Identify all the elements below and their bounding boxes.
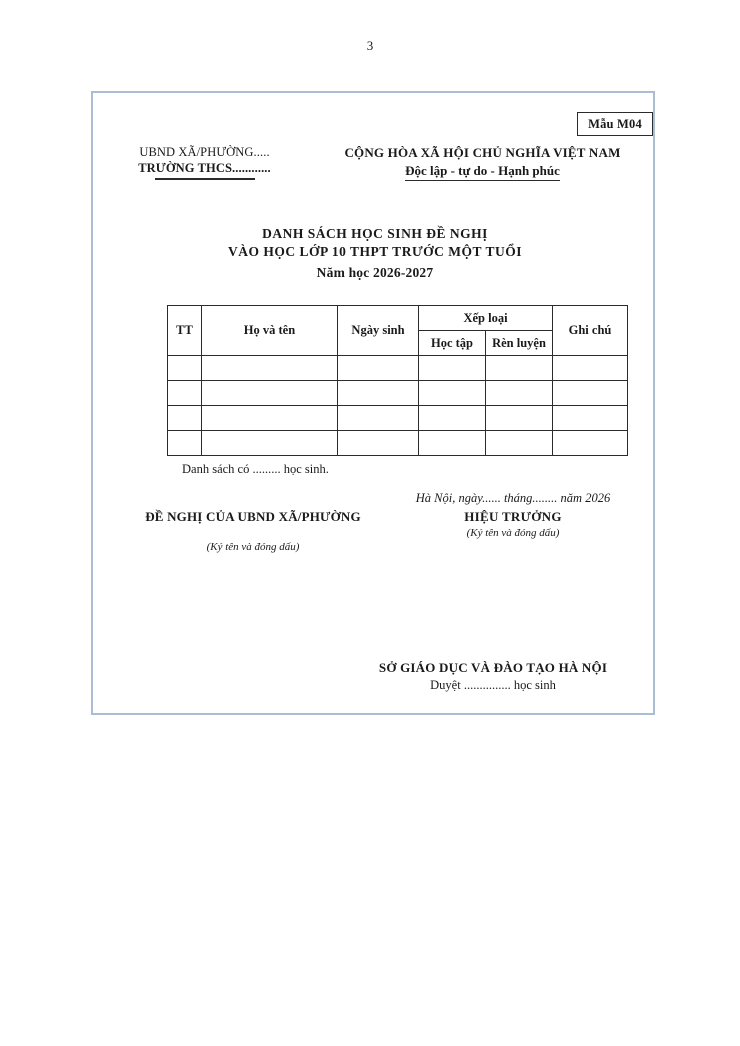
cell-note[interactable] bbox=[553, 431, 628, 456]
document-header bbox=[93, 145, 657, 181]
cell-name[interactable] bbox=[202, 406, 338, 431]
document-title-school-year: Năm học 2026-2027 bbox=[316, 265, 434, 280]
signature-principal-title: HIỆU TRƯỞNG bbox=[464, 509, 562, 524]
document-title-line1: DANH SÁCH HỌC SINH ĐỀ NGHỊ bbox=[262, 226, 488, 241]
col-header-rating-study: Học tập bbox=[419, 331, 486, 356]
cell-tt[interactable] bbox=[168, 381, 202, 406]
cell-tt[interactable] bbox=[168, 431, 202, 456]
cell-name[interactable] bbox=[202, 356, 338, 381]
cell-name[interactable] bbox=[202, 431, 338, 456]
cell-rating-conduct[interactable] bbox=[486, 431, 553, 456]
table-row bbox=[168, 406, 628, 431]
document-page-frame bbox=[91, 91, 655, 715]
national-heading-country: CỘNG HÒA XÃ HỘI CHỦ NGHĨA VIỆT NAM bbox=[344, 145, 621, 160]
table-header-row-1 bbox=[168, 306, 628, 331]
cell-rating-study[interactable] bbox=[419, 381, 486, 406]
col-header-dob: Ngày sinh bbox=[338, 306, 419, 356]
col-header-rating-group: Xếp loại bbox=[419, 306, 553, 331]
issuing-authority-line1: UBND XÃ/PHƯỜNG..... bbox=[139, 145, 270, 159]
student-count-line: Danh sách có ......... học sinh. bbox=[182, 462, 329, 476]
cell-rating-conduct[interactable] bbox=[486, 356, 553, 381]
cell-rating-conduct[interactable] bbox=[486, 381, 553, 406]
national-heading-motto: Độc lập - tự do - Hạnh phúc bbox=[405, 163, 560, 181]
table-body bbox=[168, 356, 628, 456]
national-heading-block bbox=[308, 145, 657, 181]
document-title bbox=[93, 225, 657, 283]
col-header-note: Ghi chú bbox=[553, 306, 628, 356]
issuing-authority-underline bbox=[155, 178, 255, 180]
signature-block-principal bbox=[383, 491, 643, 539]
signature-commune-note: (Ký tên và đóng dấu) bbox=[206, 541, 300, 553]
cell-dob[interactable] bbox=[338, 381, 419, 406]
issuing-authority-line2: TRƯỜNG THCS............ bbox=[138, 161, 271, 175]
signature-commune-title: ĐỀ NGHỊ CỦA UBND XÃ/PHƯỜNG bbox=[145, 509, 361, 524]
cell-rating-study[interactable] bbox=[419, 431, 486, 456]
cell-tt[interactable] bbox=[168, 356, 202, 381]
cell-tt[interactable] bbox=[168, 406, 202, 431]
cell-note[interactable] bbox=[553, 381, 628, 406]
cell-dob[interactable] bbox=[338, 406, 419, 431]
cell-rating-study[interactable] bbox=[419, 356, 486, 381]
col-header-rating-conduct: Rèn luyện bbox=[486, 331, 553, 356]
issuing-authority-block bbox=[93, 145, 308, 181]
approval-block bbox=[343, 660, 643, 693]
document-title-line2: VÀO HỌC LỚP 10 THPT TRƯỚC MỘT TUỔI bbox=[228, 244, 522, 259]
page-number: 3 bbox=[366, 38, 374, 53]
col-header-tt: TT bbox=[168, 306, 202, 356]
signature-date-line: Hà Nội, ngày...... tháng........ năm 2026 bbox=[415, 491, 611, 505]
cell-rating-conduct[interactable] bbox=[486, 406, 553, 431]
approval-subtitle: Duyệt ............... học sinh bbox=[430, 678, 556, 692]
cell-dob[interactable] bbox=[338, 356, 419, 381]
cell-dob[interactable] bbox=[338, 431, 419, 456]
table-row bbox=[168, 381, 628, 406]
form-code-label: Mẫu M04 bbox=[588, 116, 642, 131]
table-head bbox=[168, 306, 628, 356]
form-code-box bbox=[577, 112, 653, 136]
table-row bbox=[168, 431, 628, 456]
cell-name[interactable] bbox=[202, 381, 338, 406]
student-list-table bbox=[167, 305, 628, 456]
cell-note[interactable] bbox=[553, 406, 628, 431]
cell-rating-study[interactable] bbox=[419, 406, 486, 431]
signature-principal-note: (Ký tên và đóng dấu) bbox=[466, 527, 560, 539]
cell-note[interactable] bbox=[553, 356, 628, 381]
signature-block-commune bbox=[133, 509, 373, 553]
approval-authority-title: SỞ GIÁO DỤC VÀ ĐÀO TẠO HÀ NỘI bbox=[378, 660, 608, 675]
table-row bbox=[168, 356, 628, 381]
col-header-name: Họ và tên bbox=[202, 306, 338, 356]
